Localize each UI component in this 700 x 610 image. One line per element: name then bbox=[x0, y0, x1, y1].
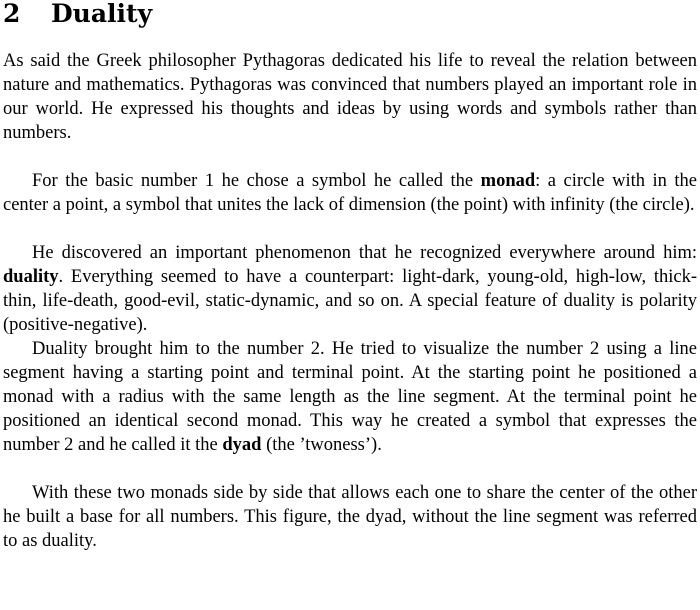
spacer bbox=[3, 217, 697, 241]
spacer bbox=[3, 457, 697, 481]
term-monad: monad bbox=[480, 171, 536, 191]
section-title: Duality bbox=[51, 0, 153, 28]
paragraph-intro: As said the Greek philosopher Pythagoras dedicated his life to reveal the relation between nature and mathematics. Pythagoras was convinced that numbers played an important role in our world. He expressed his thoughts and ideas by using words and symbols rather than numbers. bbox=[3, 51, 697, 143]
term-duality: duality bbox=[3, 267, 59, 287]
text-run: . Everything seemed to have a counterpart: light-dark, young-old, high-low, thick-thin, life-death, good-evil, static-dynamic, and so on. A special feature of duality is polarity (positive-negative). bbox=[3, 267, 697, 335]
text-run: Duality brought him to the number 2. He tried to visualize the number 2 using a line segment having a starting point and terminal point. At the starting point he positioned a monad with a radius with the same length as the line segment. At the terminal point he positioned an identical second monad. This way he created a symbol that expresses the number 2 and he called it the bbox=[3, 339, 697, 455]
document-page bbox=[3, 0, 697, 553]
text-run: (the ’twoness’). bbox=[261, 435, 382, 455]
section-heading bbox=[3, 0, 697, 28]
paragraph-dyad bbox=[3, 337, 697, 457]
text-run: He discovered an important phenomenon that he recognized everywhere around him: bbox=[32, 243, 697, 263]
paragraph-monad bbox=[3, 169, 697, 217]
term-dyad: dyad bbox=[222, 435, 262, 455]
paragraph-base: With these two monads side by side that allows each one to share the center of the other he built a base for all numbers. This figure, the dyad, without the line segment was referred to as duality. bbox=[3, 483, 697, 551]
spacer bbox=[3, 145, 697, 169]
text-run: For the basic number 1 he chose a symbol he called the bbox=[32, 171, 481, 191]
section-number: 2 bbox=[3, 0, 21, 28]
paragraph-duality bbox=[3, 241, 697, 337]
text-run: : a circle with in the center a point, a symbol that unites the lack of dimension (the point) with infinity (the circle). bbox=[3, 171, 697, 215]
spacer bbox=[3, 28, 697, 49]
